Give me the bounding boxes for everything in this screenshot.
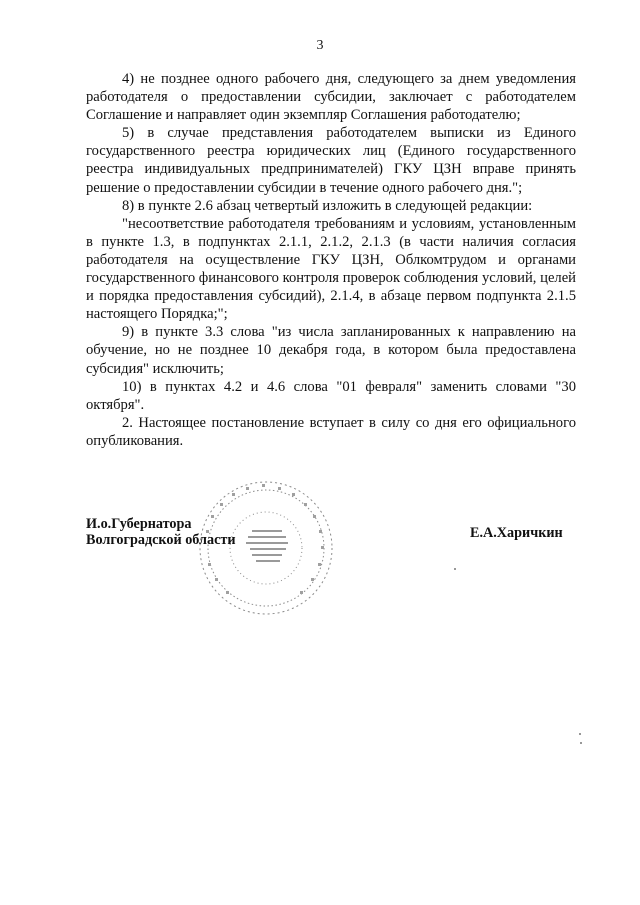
paragraph-effective-date: 2. Настоящее постановление вступает в силу со дня его официального опубликования. [86, 414, 576, 449]
paragraph-item-8: 8) в пункте 2.6 абзац четвертый изложить в следующей редакции: [122, 197, 533, 214]
paragraph-item-4: 4) не позднее одного рабочего дня, следующего за днем уведомления работодателя о предоставлении субсидии, заключает с работодателем Соглашение и направляет один экземпляр Соглашения работодателю; [86, 71, 576, 124]
signatory-title-line2: Волгоградской области [86, 532, 236, 548]
signatory-title-line1: И.о.Губернатора [86, 516, 192, 532]
scan-speck [579, 733, 581, 735]
document-body [86, 70, 576, 450]
paragraph-item-8-quote: "несоответствие работодателя требованиям и условиям, установленным в пункте 1.3, в подпунктах 2.1.1, 2.1.2, 2.1.3 (в части наличия согласия работодателя на осуществление ГКУ ЦЗН, Облкомтрудом и органами государственного финансового контроля проверок соблюдения условий, целей и порядка предоставления субсидий), 2.1.4, в абзаце первом подпункта 2.1.5 настоящего Порядка;"; [86, 215, 576, 323]
paragraph-item-10: 10) в пунктах 4.2 и 4.6 слова "01 февраля" заменить словами "30 октября". [86, 378, 576, 413]
paragraph-item-9: 9) в пункте 3.3 слова "из числа запланированных к направлению на обучение, но не позднее 10 декабря года, в котором была предоставлена субсидия" исключить; [86, 324, 576, 377]
signatory-name: Е.А.Харичкин [470, 525, 563, 541]
scan-speck [580, 742, 582, 744]
official-stamp [196, 478, 336, 618]
paragraph-item-5: 5) в случае представления работодателем выписки из Единого государственного реестра юридических лиц (Единого государственного реестра индивидуальных предпринимателей) ГКУ ЦЗН вправе принять решение о предоставлении субсидии в течение одного рабочего дня."; [86, 125, 576, 196]
page-number: 3 [316, 38, 324, 53]
signatory-position [86, 516, 236, 548]
scan-speck [454, 568, 456, 570]
